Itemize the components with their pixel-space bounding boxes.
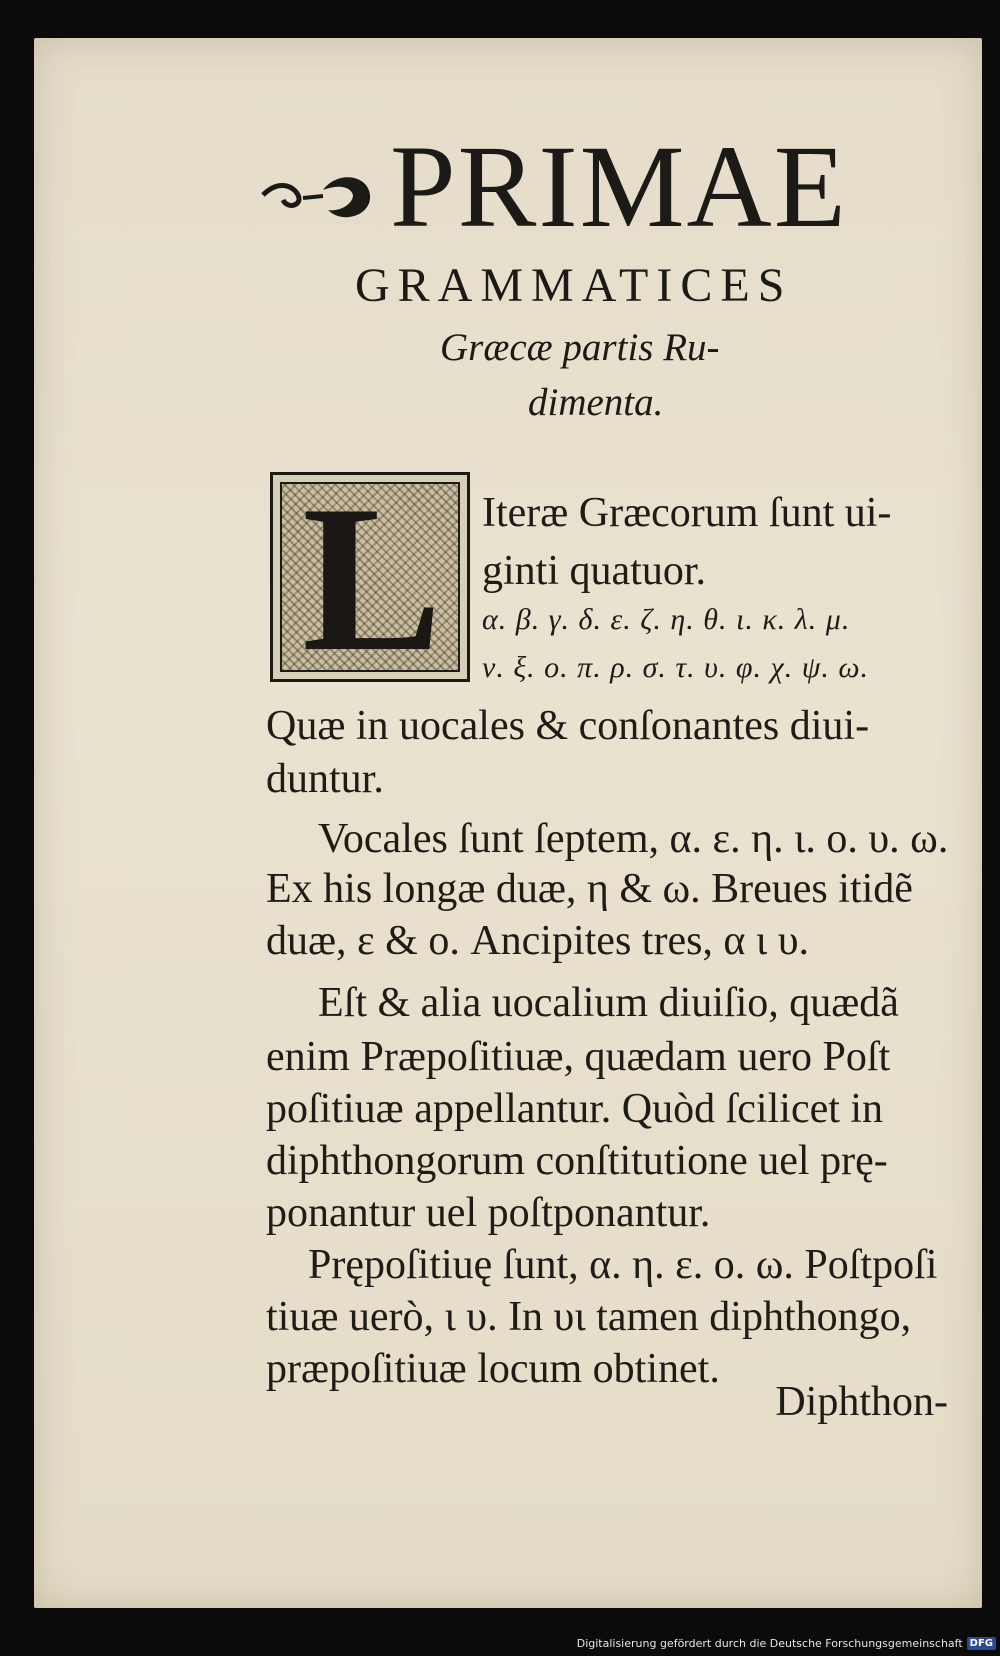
text-line-12: poſitiuæ appellantur. Quòd ſcilicet in — [266, 1086, 884, 1132]
decorated-initial — [270, 463, 470, 695]
greek-alphabet-line-1: α. β. γ. δ. ε. ζ. η. θ. ι. κ. λ. μ. — [482, 603, 851, 636]
text-line-14: ponantur uel poſtponantur. — [266, 1190, 711, 1236]
text-line-15: Prępoſitiuę ſunt, α. η. ε. ο. ω. Poſtpoſi — [308, 1242, 938, 1288]
title-main: PRIMAE — [390, 121, 848, 252]
text-line-13: diphthongorum conſtitutione uel prę- — [266, 1138, 888, 1184]
initial-letter: L — [302, 463, 443, 695]
text-line-16: tiuæ uerò, ι υ. In υι tamen diphthongo, — [266, 1294, 912, 1340]
text-line-2: ginti quatuor. — [482, 548, 706, 594]
text-line-11: enim Præpoſitiuæ, quædam uero Poſt — [266, 1034, 891, 1080]
dfg-logo-icon: DFG — [967, 1637, 996, 1650]
greek-alphabet-line-2: ν. ξ. ο. π. ρ. σ. τ. υ. φ. χ. ψ. ω. — [482, 651, 870, 684]
text-line-17: præpoſitiuæ locum obtinet. — [266, 1346, 720, 1392]
text-line-5: Quæ in uocales & conſonantes diui- — [266, 703, 870, 749]
initial-ornament-background — [280, 463, 460, 695]
title-line-4: dimenta. — [528, 381, 664, 424]
title-line-3: Græcæ partis Ru- — [440, 326, 720, 369]
text-line-7: Vocales ſunt ſeptem, α. ε. η. ι. ο. υ. ω. — [318, 816, 949, 862]
fleuron-ornament-icon — [258, 160, 378, 230]
footer-text: Digitalisierung gefördert durch die Deutsche Forschungsgemeinschaft — [576, 1637, 963, 1650]
text-line-6: duntur. — [266, 756, 384, 802]
footer-credit — [577, 1637, 996, 1650]
text-line-1: Iteræ Græcorum ſunt ui- — [482, 490, 892, 536]
title-subtitle: GRAMMATICES — [355, 259, 793, 312]
text-line-9: duæ, ε & ο. Ancipites tres, α ι υ. — [266, 918, 810, 964]
text-line-8: Ex his longæ duæ, η & ω. Breues itidẽ — [266, 866, 913, 912]
catchword: Diphthon- — [775, 1379, 948, 1425]
text-line-10: Eſt & alia uocalium diuiſio, quædã — [318, 980, 899, 1026]
